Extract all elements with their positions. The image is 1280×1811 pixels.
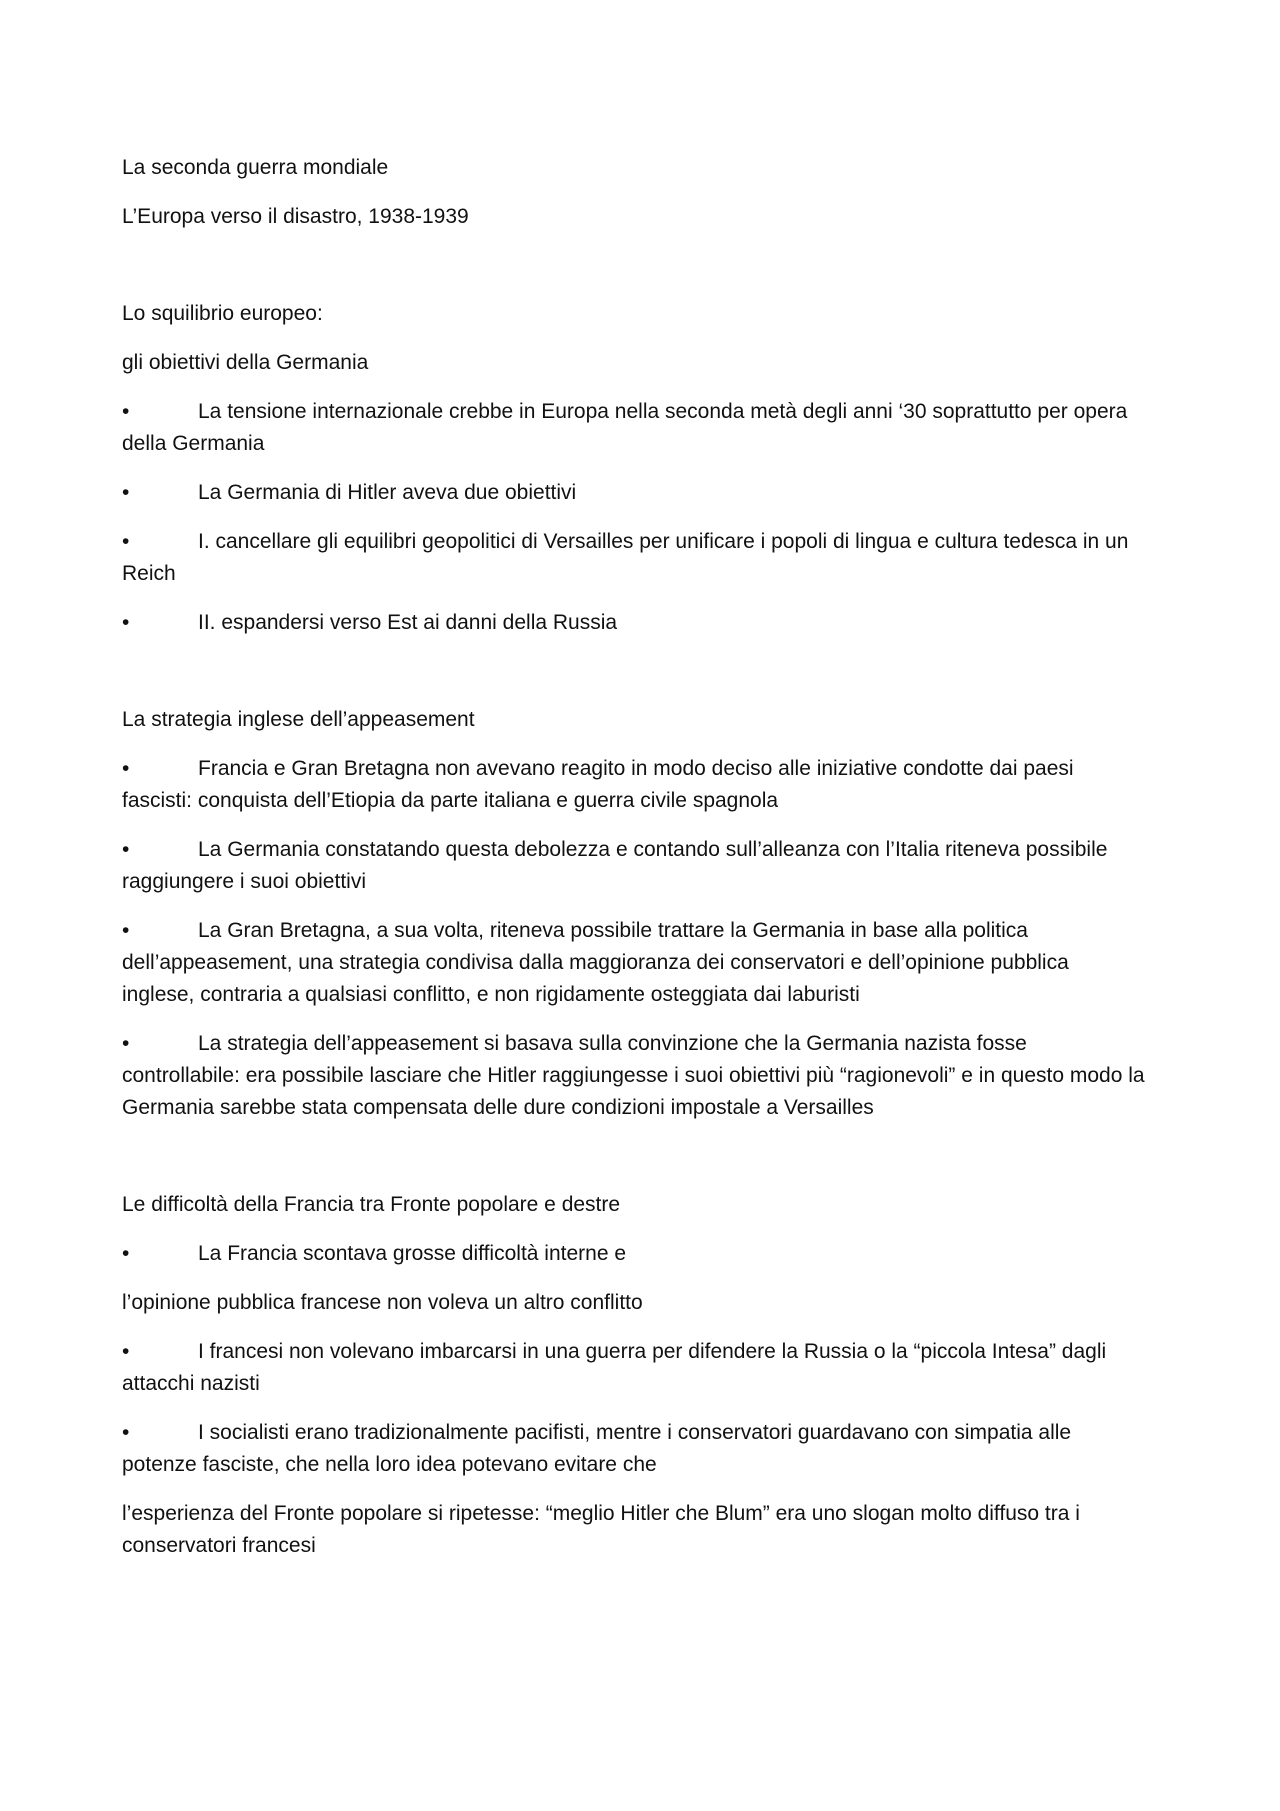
paragraph: l’esperienza del Fronte popolare si ripetesse: “meglio Hitler che Blum” era uno slogan molto diffuso tra i conservatori francesi [122,1502,1080,1557]
list-item [122,477,1146,509]
bullet-icon: • [122,1242,130,1265]
bullet-icon: • [122,1340,130,1363]
list-item-text: I socialisti erano tradizionalmente pacifisti, mentre i conservatori guardavano con simpatia alle potenze fasciste, che nella loro idea potevano evitare che [122,1421,1072,1476]
list-item [122,915,1146,1011]
bullet-icon: • [122,481,130,504]
list-item [122,396,1146,460]
list-item [122,1238,1146,1270]
blank-line [122,656,1146,704]
bullet-icon: • [122,1032,130,1055]
bullet-icon: • [122,400,130,423]
bullet-icon: • [122,919,130,942]
document-title: La seconda guerra mondiale [122,156,389,179]
section-heading: Le difficoltà della Francia tra Fronte popolare e destre [122,1193,621,1216]
list-item-text: La Germania di Hitler aveva due obiettivi [198,481,577,504]
bullet-icon: • [122,757,130,780]
list-item [122,1028,1146,1124]
list-item-text: La Germania constatando questa debolezza e contando sull’alleanza con l’Italia riteneva possibile raggiungere i suoi obiettivi [122,838,1108,893]
list-item [122,834,1146,898]
paragraph: l’opinione pubblica francese non voleva un altro conflitto [122,1291,643,1314]
list-item [122,526,1146,590]
bullet-icon: • [122,1421,130,1444]
list-item-text: La tensione internazionale crebbe in Europa nella seconda metà degli anni ‘30 soprattutto per opera della Germania [122,400,1128,455]
section-heading: Lo squilibrio europeo: [122,302,323,325]
document-body [122,152,1146,1579]
blank-line [122,250,1146,298]
blank-line [122,1141,1146,1189]
list-item [122,607,1146,639]
bullet-icon: • [122,530,130,553]
list-item-text: II. espandersi verso Est ai danni della Russia [198,611,618,634]
list-item [122,753,1146,817]
list-item-text: I. cancellare gli equilibri geopolitici di Versailles per unificare i popoli di lingua e cultura tedesca in un Reich [122,530,1129,585]
bullet-icon: • [122,611,130,634]
list-item-text: La Francia scontava grosse difficoltà interne e [198,1242,627,1265]
section-heading: La strategia inglese dell’appeasement [122,708,475,731]
list-item-text: La Gran Bretagna, a sua volta, riteneva possibile trattare la Germania in base alla politica dell’appeasement, una strategia condivisa dalla maggioranza dei conservatori e dell’opinione pubblica inglese, contraria a qualsiasi conflitto, e non rigidamente osteggiata dai laburisti [122,919,1069,1006]
list-item-text: Francia e Gran Bretagna non avevano reagito in modo deciso alle iniziative condotte dai paesi fascisti: conquista dell’Etiopia da parte italiana e guerra civile spagnola [122,757,1074,812]
bullet-icon: • [122,838,130,861]
document-subtitle: L’Europa verso il disastro, 1938-1939 [122,205,469,228]
list-item-text: La strategia dell’appeasement si basava sulla convinzione che la Germania nazista fosse controllabile: era possibile lasciare che Hitler raggiungesse i suoi obiettivi più “ragionevoli” e in questo modo la Germania sarebbe stata compensata delle dure condizioni impostale a Versailles [122,1032,1145,1119]
section-subheading: gli obiettivi della Germania [122,351,369,374]
list-item [122,1417,1146,1481]
list-item [122,1336,1146,1400]
list-item-text: I francesi non volevano imbarcarsi in una guerra per difendere la Russia o la “piccola Intesa” dagli attacchi nazisti [122,1340,1107,1395]
